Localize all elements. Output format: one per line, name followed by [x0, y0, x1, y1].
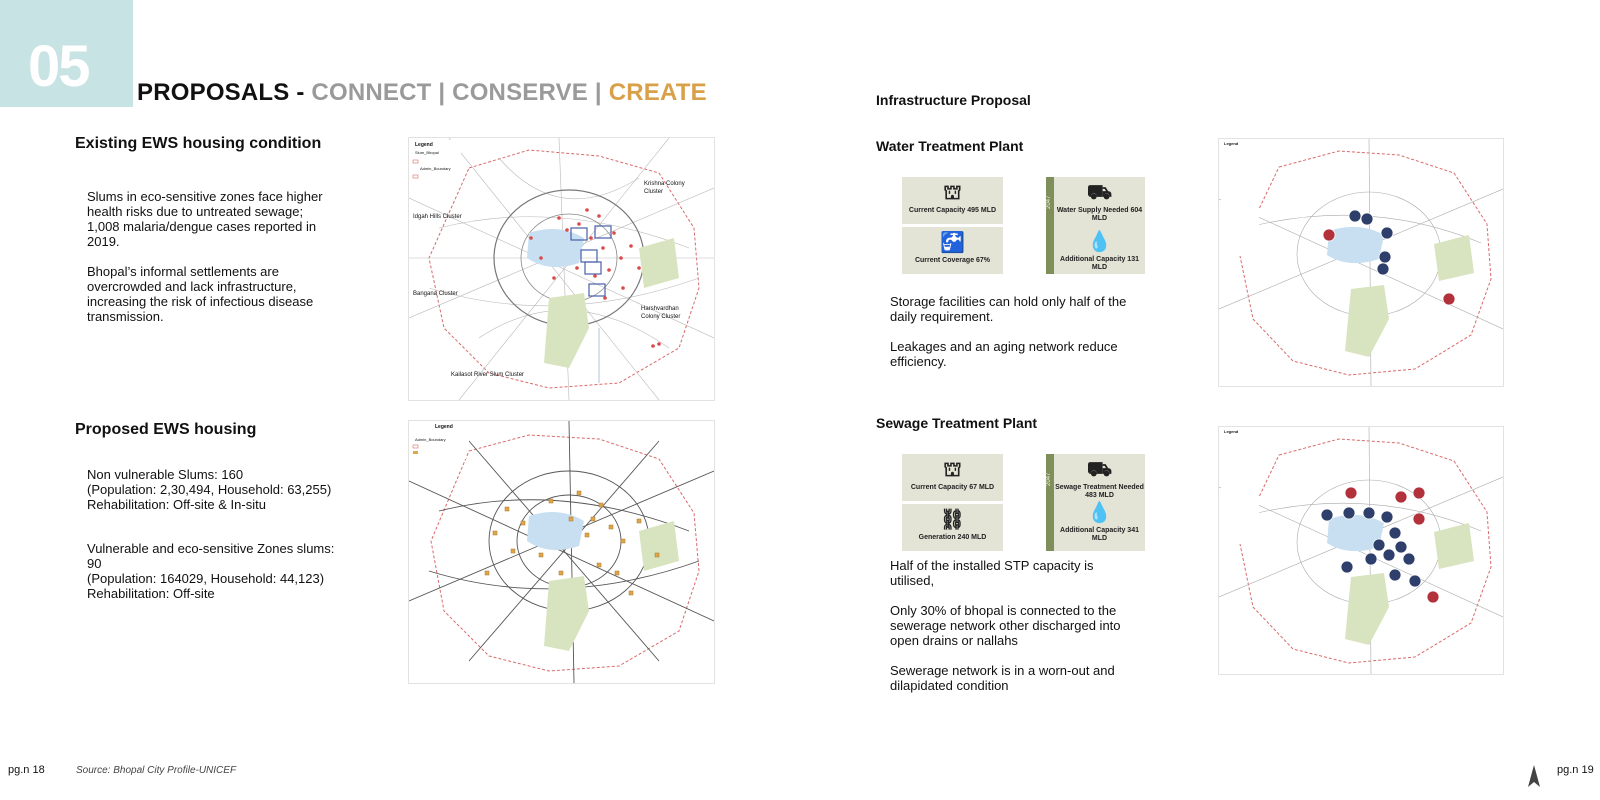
stp-year-label: 2047 — [1046, 472, 1052, 486]
label-bangana: Bangana Cluster — [413, 291, 458, 297]
section-number-box — [0, 0, 133, 107]
truck-icon: ⛟ — [1086, 459, 1113, 481]
map1-legend-item-2: Admin_Boundary — [420, 166, 451, 171]
source-note: Source: Bhopal City Profile-UNICEF — [76, 765, 237, 776]
stp-heading: Sewage Treatment Plant — [876, 415, 1038, 431]
sewage-pipe-icon: ⛓ — [939, 509, 966, 531]
stp-generation-card — [902, 504, 1003, 551]
wtp-needed-card — [1054, 177, 1145, 274]
stp-additional-capacity: Additional Capacity 341 MLD — [1060, 527, 1139, 542]
wtp-year-label: 2047 — [1046, 195, 1052, 209]
stp-map — [1218, 426, 1504, 675]
wtp-map — [1218, 138, 1504, 387]
proposed-ews-text-2: Vulnerable and eco-sensitive Zones slums: 90 (Population: 164029, Household: 44,123) Rehabilitation: Off-site — [87, 541, 335, 601]
existing-ews-text: Slums in eco-sensitive zones face higher health risks due to untreated sewage; 1,008 malaria/dengue cases reported in 2019. Bhopal’s informal settlements are overcrowded and lack infrastructure, increasing the risk of infectious disease transmission. — [87, 189, 323, 324]
map1-legend-item-1: Slum_Bhopal — [415, 150, 439, 155]
label-krishna-colony: Krishna Colony Cluster — [644, 181, 685, 195]
existing-slums-map — [408, 137, 715, 401]
stp-text: Half of the installed STP capacity is utilised, Only 30% of bhopal is connected to the sewerage network other discharged into open drains or nallahs Sewerage network is in a worn-out and dilapidated condition — [890, 558, 1121, 693]
wtp-text: Storage facilities can hold only half of the daily requirement. Leakages and an aging network reduce efficiency. — [890, 294, 1127, 369]
wtp-current-coverage: Current Coverage 67% — [914, 257, 991, 264]
proposed-ews-heading: Proposed EWS housing — [75, 421, 257, 438]
existing-ews-heading: Existing EWS housing condition — [75, 135, 322, 152]
tank-icon: ⛫ — [943, 182, 962, 204]
wtp-current-capacity: Current Capacity 495 MLD — [908, 207, 997, 214]
title-conserve: CONSERVE — [452, 79, 589, 106]
stp-generation: Generation 240 MLD — [918, 534, 987, 541]
water-drop-icon: 💧 — [1087, 502, 1112, 524]
wtp-current-capacity-card — [902, 177, 1003, 224]
map2-legend-title: Legend — [435, 424, 453, 430]
label-idgah-hills: Idgah Hills Cluster — [413, 214, 462, 220]
page-number-left: pg.n 18 — [8, 764, 45, 776]
map2-legend-item-1: Admin_Boundary — [415, 437, 446, 442]
stp-map-legend-title: Legend — [1224, 429, 1239, 434]
page-title — [137, 79, 707, 107]
tank-icon: ⛫ — [943, 459, 962, 481]
wtp-map-legend-title: Legend — [1224, 141, 1239, 146]
label-harshvardhan: Harshvardhan Colony Cluster — [641, 306, 681, 320]
stp-treatment-needed: Sewage Treatment Needed 483 MLD — [1055, 484, 1144, 499]
infrastructure-proposal-heading: Infrastructure Proposal — [876, 92, 1031, 108]
wtp-heading: Water Treatment Plant — [876, 138, 1024, 154]
proposed-ews-text-1: Non vulnerable Slums: 160 (Population: 2,30,494, Household: 63,255) Rehabilitation: Off-site & In-situ — [87, 467, 332, 512]
stp-current-capacity: Current Capacity 67 MLD — [910, 484, 995, 491]
stp-needed-card — [1054, 454, 1145, 551]
section-number: 05 — [28, 34, 89, 99]
page-number-right: pg.n 19 — [1557, 764, 1594, 776]
stp-current-capacity-card — [902, 454, 1003, 501]
title-connect: CONNECT — [311, 79, 432, 106]
wtp-supply-needed: Water Supply Needed 604 MLD — [1056, 207, 1143, 222]
water-drop-icon: 💧 — [1087, 231, 1112, 253]
title-sep2: | — [588, 79, 609, 106]
title-create: CREATE — [608, 79, 707, 106]
wtp-additional-capacity: Additional Capacity 131 MLD — [1060, 256, 1139, 271]
label-kailasot: Kailasot River Slum Cluster — [451, 372, 525, 378]
map1-legend-title: Legend — [415, 142, 433, 148]
north-arrow-icon — [1528, 765, 1540, 792]
stp-year-bar — [1046, 454, 1054, 551]
tap-icon: 🚰 — [940, 232, 965, 254]
title-prefix: PROPOSALS - — [137, 79, 312, 106]
wtp-current-coverage-card — [902, 227, 1003, 274]
wtp-year-bar — [1046, 177, 1054, 274]
title-sep1: | — [431, 79, 453, 106]
truck-icon: ⛟ — [1086, 182, 1113, 204]
proposed-housing-map — [408, 420, 715, 684]
